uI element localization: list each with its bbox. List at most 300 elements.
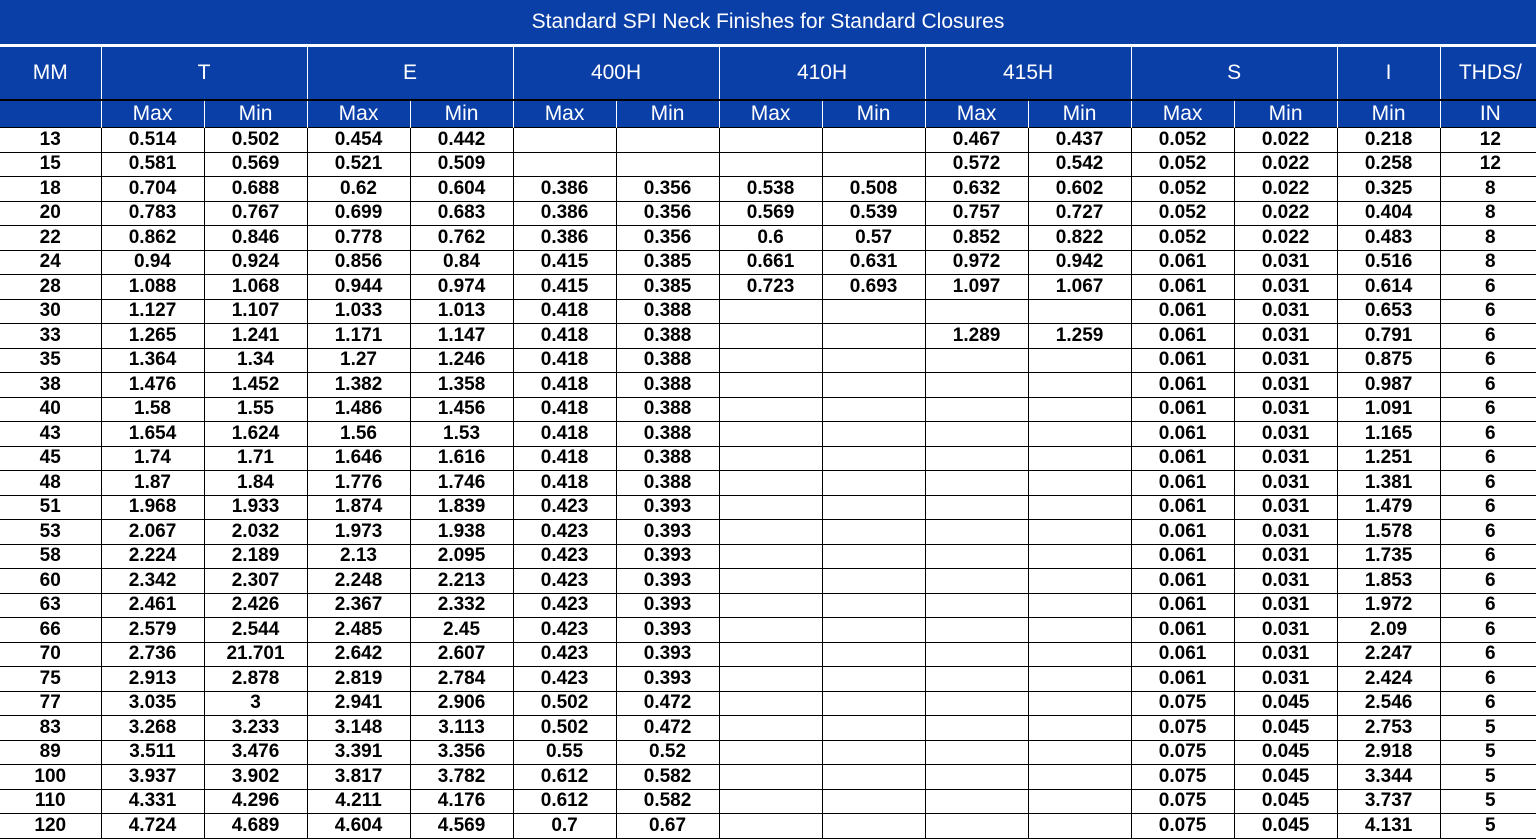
table-cell: 2.544: [204, 618, 307, 643]
table-cell: 6: [1440, 299, 1536, 324]
table-cell: 6: [1440, 593, 1536, 618]
table-cell: [719, 520, 822, 545]
table-cell: 0.572: [925, 152, 1028, 177]
table-cell: 1.476: [101, 373, 204, 398]
table-cell: 0.472: [616, 691, 719, 716]
table-cell: 0.052: [1131, 177, 1234, 202]
table-cell: 2.247: [1337, 642, 1440, 667]
table-cell: 0.052: [1131, 128, 1234, 153]
table-cell: 0.683: [410, 201, 513, 226]
table-cell: 0.423: [513, 618, 616, 643]
sub-header-cell: Max: [513, 100, 616, 128]
table-cell: 2.13: [307, 544, 410, 569]
table-cell: 6: [1440, 667, 1536, 692]
table-cell: 0.582: [616, 789, 719, 814]
table-cell: 2.45: [410, 618, 513, 643]
table-cell: [925, 814, 1028, 839]
table-cell: [822, 471, 925, 496]
table-cell: 2.878: [204, 667, 307, 692]
table-cell: 0.723: [719, 275, 822, 300]
table-cell: 0.84: [410, 250, 513, 275]
table-cell: [719, 691, 822, 716]
table-cell: 0.393: [616, 544, 719, 569]
table-cell: 0.972: [925, 250, 1028, 275]
table-cell: 8: [1440, 226, 1536, 251]
table-cell: 4.604: [307, 814, 410, 839]
table-row: [0, 618, 1536, 643]
table-cell: [719, 299, 822, 324]
table-cell: [719, 544, 822, 569]
table-cell: [719, 128, 822, 153]
table-cell: 0.614: [1337, 275, 1440, 300]
table-cell: 2.906: [410, 691, 513, 716]
table-cell: 1.853: [1337, 569, 1440, 594]
table-cell: 0.393: [616, 618, 719, 643]
table-cell: [822, 740, 925, 765]
table-cell: [719, 765, 822, 790]
table-cell: 1.616: [410, 446, 513, 471]
sub-header-cell: Max: [307, 100, 410, 128]
table-cell: 2.189: [204, 544, 307, 569]
table-cell: [822, 642, 925, 667]
table-cell: 1.84: [204, 471, 307, 496]
table-cell: 5: [1440, 740, 1536, 765]
table-cell: 0.762: [410, 226, 513, 251]
table-cell: 3.344: [1337, 765, 1440, 790]
table-cell: 0.944: [307, 275, 410, 300]
table-cell: [822, 716, 925, 741]
table-cell: 6: [1440, 618, 1536, 643]
table-cell: 5: [1440, 814, 1536, 839]
row-mm-cell: 28: [0, 275, 101, 300]
table-cell: [925, 471, 1028, 496]
table-cell: 1.479: [1337, 495, 1440, 520]
table-cell: 1.58: [101, 397, 204, 422]
table-cell: 2.461: [101, 593, 204, 618]
table-cell: 1.241: [204, 324, 307, 349]
table-cell: 1.171: [307, 324, 410, 349]
table-cell: 4.331: [101, 789, 204, 814]
table-cell: [719, 324, 822, 349]
table-cell: 0.388: [616, 324, 719, 349]
row-mm-cell: 75: [0, 667, 101, 692]
table-row: [0, 789, 1536, 814]
table-cell: 0.502: [204, 128, 307, 153]
table-cell: 1.127: [101, 299, 204, 324]
table-cell: 0.418: [513, 348, 616, 373]
table-cell: [719, 642, 822, 667]
table-cell: 1.246: [410, 348, 513, 373]
table-cell: 1.088: [101, 275, 204, 300]
table-cell: 1.456: [410, 397, 513, 422]
table-cell: 1.646: [307, 446, 410, 471]
table-cell: [925, 373, 1028, 398]
table-cell: 0.386: [513, 177, 616, 202]
table-cell: 5: [1440, 765, 1536, 790]
table-cell: 0.521: [307, 152, 410, 177]
table-cell: 0.045: [1234, 691, 1337, 716]
table-cell: 6: [1440, 544, 1536, 569]
table-cell: 1.165: [1337, 422, 1440, 447]
row-mm-cell: 22: [0, 226, 101, 251]
table-cell: [1028, 520, 1131, 545]
row-mm-cell: 48: [0, 471, 101, 496]
table-cell: 4.569: [410, 814, 513, 839]
table-cell: 6: [1440, 397, 1536, 422]
table-cell: 0.061: [1131, 348, 1234, 373]
row-mm-cell: 45: [0, 446, 101, 471]
table-cell: 1.735: [1337, 544, 1440, 569]
table-cell: 0.57: [822, 226, 925, 251]
table-cell: 1.382: [307, 373, 410, 398]
table-cell: 2.918: [1337, 740, 1440, 765]
table-cell: [822, 691, 925, 716]
table-cell: 6: [1440, 373, 1536, 398]
table-cell: 1.56: [307, 422, 410, 447]
table-cell: 0.052: [1131, 152, 1234, 177]
table-cell: 0.061: [1131, 446, 1234, 471]
header-e: E: [307, 46, 513, 101]
table-cell: 2.642: [307, 642, 410, 667]
table-cell: 0.031: [1234, 275, 1337, 300]
table-cell: [925, 520, 1028, 545]
table-cell: 0.791: [1337, 324, 1440, 349]
table-cell: 0.653: [1337, 299, 1440, 324]
table-cell: [719, 618, 822, 643]
table-cell: 1.013: [410, 299, 513, 324]
table-cell: [925, 544, 1028, 569]
table-cell: 3.035: [101, 691, 204, 716]
table-cell: 0.031: [1234, 618, 1337, 643]
table-cell: 3.937: [101, 765, 204, 790]
table-row: [0, 348, 1536, 373]
table-cell: [513, 152, 616, 177]
table-cell: [719, 667, 822, 692]
table-cell: 2.248: [307, 569, 410, 594]
table-cell: 5: [1440, 716, 1536, 741]
table-cell: 0.031: [1234, 250, 1337, 275]
table-cell: 0.031: [1234, 299, 1337, 324]
table-row: [0, 569, 1536, 594]
table-cell: 0.031: [1234, 642, 1337, 667]
table-cell: [719, 740, 822, 765]
table-cell: [616, 152, 719, 177]
table-cell: 3.356: [410, 740, 513, 765]
table-cell: 0.437: [1028, 128, 1131, 153]
table-cell: 21.701: [204, 642, 307, 667]
table-cell: [822, 814, 925, 839]
table-cell: 0.418: [513, 446, 616, 471]
table-cell: 0.356: [616, 226, 719, 251]
table-cell: [822, 495, 925, 520]
table-cell: 0.388: [616, 348, 719, 373]
table-cell: 1.067: [1028, 275, 1131, 300]
table-cell: 1.53: [410, 422, 513, 447]
table-cell: 6: [1440, 520, 1536, 545]
table-cell: 1.486: [307, 397, 410, 422]
table-cell: [822, 544, 925, 569]
table-cell: [1028, 569, 1131, 594]
table-cell: 0.388: [616, 471, 719, 496]
table-cell: 1.107: [204, 299, 307, 324]
table-cell: 4.689: [204, 814, 307, 839]
table-cell: 0.393: [616, 520, 719, 545]
table-cell: 0.418: [513, 324, 616, 349]
row-mm-cell: 66: [0, 618, 101, 643]
row-mm-cell: 100: [0, 765, 101, 790]
table-cell: 4.176: [410, 789, 513, 814]
table-cell: [719, 152, 822, 177]
table-cell: 0.218: [1337, 128, 1440, 153]
table-cell: 0.539: [822, 201, 925, 226]
table-cell: 0.388: [616, 446, 719, 471]
table-title: Standard SPI Neck Finishes for Standard Closures: [0, 0, 1536, 44]
row-mm-cell: 83: [0, 716, 101, 741]
table-cell: 0.604: [410, 177, 513, 202]
table-cell: 3.782: [410, 765, 513, 790]
table-cell: 0.454: [307, 128, 410, 153]
table-cell: [925, 299, 1028, 324]
table-row: [0, 275, 1536, 300]
table-row: [0, 716, 1536, 741]
table-cell: 1.289: [925, 324, 1028, 349]
table-cell: 0.031: [1234, 471, 1337, 496]
table-cell: [719, 716, 822, 741]
table-cell: 0.061: [1131, 667, 1234, 692]
row-mm-cell: 110: [0, 789, 101, 814]
table-row: [0, 152, 1536, 177]
column-group-header-row: [0, 46, 1536, 101]
table-cell: 1.654: [101, 422, 204, 447]
table-cell: 2.579: [101, 618, 204, 643]
header-410h: 410H: [719, 46, 925, 101]
header-400h: 400H: [513, 46, 719, 101]
table-cell: 2.485: [307, 618, 410, 643]
table-row: [0, 471, 1536, 496]
table-cell: 6: [1440, 446, 1536, 471]
table-cell: 0.423: [513, 569, 616, 594]
row-mm-cell: 18: [0, 177, 101, 202]
table-cell: 0.045: [1234, 814, 1337, 839]
table-cell: [925, 716, 1028, 741]
row-mm-cell: 70: [0, 642, 101, 667]
table-cell: [1028, 691, 1131, 716]
table-cell: 0.393: [616, 569, 719, 594]
table-cell: 0.862: [101, 226, 204, 251]
table-cell: 0.061: [1131, 642, 1234, 667]
table-cell: 8: [1440, 177, 1536, 202]
table-cell: 3: [204, 691, 307, 716]
table-cell: 0.661: [719, 250, 822, 275]
table-cell: 3.511: [101, 740, 204, 765]
table-cell: [925, 569, 1028, 594]
table-cell: [719, 569, 822, 594]
table-cell: 0.423: [513, 667, 616, 692]
table-cell: 6: [1440, 324, 1536, 349]
table-cell: 0.418: [513, 373, 616, 398]
table-cell: 0.602: [1028, 177, 1131, 202]
table-cell: 2.332: [410, 593, 513, 618]
table-cell: 0.514: [101, 128, 204, 153]
sub-header-cell: [0, 100, 101, 128]
table-cell: 0.423: [513, 642, 616, 667]
table-cell: 1.624: [204, 422, 307, 447]
table-cell: 0.508: [822, 177, 925, 202]
table-cell: 0.061: [1131, 275, 1234, 300]
row-mm-cell: 43: [0, 422, 101, 447]
table-cell: 5: [1440, 789, 1536, 814]
table-cell: 0.075: [1131, 814, 1234, 839]
table-row: [0, 642, 1536, 667]
table-cell: 1.097: [925, 275, 1028, 300]
table-cell: 1.251: [1337, 446, 1440, 471]
table-cell: 0.386: [513, 226, 616, 251]
row-mm-cell: 15: [0, 152, 101, 177]
sub-header-cell: Min: [1028, 100, 1131, 128]
table-row: [0, 667, 1536, 692]
table-cell: 2.941: [307, 691, 410, 716]
table-cell: 0.778: [307, 226, 410, 251]
table-cell: 0.031: [1234, 544, 1337, 569]
table-cell: [719, 446, 822, 471]
table-cell: [822, 397, 925, 422]
table-cell: [925, 740, 1028, 765]
table-cell: 4.131: [1337, 814, 1440, 839]
table-cell: 1.452: [204, 373, 307, 398]
table-cell: [719, 471, 822, 496]
table-row: [0, 446, 1536, 471]
sub-header-cell: Min: [204, 100, 307, 128]
sub-header-cell: Max: [719, 100, 822, 128]
spi-neck-finish-table: [0, 44, 1536, 839]
table-cell: 0.55: [513, 740, 616, 765]
table-cell: 0.061: [1131, 250, 1234, 275]
table-cell: 0.388: [616, 373, 719, 398]
table-cell: 0.061: [1131, 569, 1234, 594]
table-cell: 0.581: [101, 152, 204, 177]
table-cell: 2.607: [410, 642, 513, 667]
table-cell: 0.404: [1337, 201, 1440, 226]
table-cell: [719, 593, 822, 618]
table-cell: 0.031: [1234, 593, 1337, 618]
table-cell: [1028, 446, 1131, 471]
table-cell: 0.693: [822, 275, 925, 300]
table-cell: 2.09: [1337, 618, 1440, 643]
table-cell: 0.924: [204, 250, 307, 275]
table-cell: 0.688: [204, 177, 307, 202]
table-cell: 0.258: [1337, 152, 1440, 177]
table-cell: [1028, 789, 1131, 814]
table-cell: 0.423: [513, 544, 616, 569]
table-cell: [925, 446, 1028, 471]
table-cell: 0.423: [513, 495, 616, 520]
row-mm-cell: 77: [0, 691, 101, 716]
table-cell: 0.031: [1234, 422, 1337, 447]
table-cell: 0.783: [101, 201, 204, 226]
table-cell: 0.875: [1337, 348, 1440, 373]
table-cell: 0.075: [1131, 789, 1234, 814]
table-cell: 0.075: [1131, 691, 1234, 716]
table-cell: 0.325: [1337, 177, 1440, 202]
table-cell: 6: [1440, 495, 1536, 520]
table-cell: 0.061: [1131, 471, 1234, 496]
table-cell: 0.031: [1234, 569, 1337, 594]
sub-header-cell: Min: [1234, 100, 1337, 128]
table-row: [0, 250, 1536, 275]
table-cell: 1.259: [1028, 324, 1131, 349]
table-cell: 0.704: [101, 177, 204, 202]
table-cell: 1.265: [101, 324, 204, 349]
table-cell: 1.147: [410, 324, 513, 349]
table-cell: 3.148: [307, 716, 410, 741]
table-cell: 0.061: [1131, 324, 1234, 349]
table-cell: 1.839: [410, 495, 513, 520]
table-cell: 2.546: [1337, 691, 1440, 716]
row-mm-cell: 53: [0, 520, 101, 545]
table-cell: [719, 814, 822, 839]
table-cell: [616, 128, 719, 153]
table-cell: 1.55: [204, 397, 307, 422]
table-cell: 0.388: [616, 422, 719, 447]
table-cell: [925, 397, 1028, 422]
table-cell: 1.381: [1337, 471, 1440, 496]
table-row: [0, 520, 1536, 545]
table-row: [0, 422, 1536, 447]
sub-header-cell: Max: [925, 100, 1028, 128]
row-mm-cell: 38: [0, 373, 101, 398]
table-cell: 0.045: [1234, 740, 1337, 765]
table-cell: [1028, 593, 1131, 618]
table-cell: 0.022: [1234, 226, 1337, 251]
table-cell: 0.022: [1234, 128, 1337, 153]
table-cell: [925, 593, 1028, 618]
table-cell: 1.068: [204, 275, 307, 300]
table-cell: 0.031: [1234, 324, 1337, 349]
table-cell: [1028, 348, 1131, 373]
table-cell: [822, 520, 925, 545]
table-cell: 3.113: [410, 716, 513, 741]
table-cell: [925, 495, 1028, 520]
table-cell: 0.472: [616, 716, 719, 741]
header-thds: THDS/: [1440, 46, 1536, 101]
table-cell: 0.569: [719, 201, 822, 226]
table-cell: 3.391: [307, 740, 410, 765]
table-cell: 1.578: [1337, 520, 1440, 545]
table-cell: 0.442: [410, 128, 513, 153]
table-cell: [513, 128, 616, 153]
table-cell: 0.757: [925, 201, 1028, 226]
table-cell: [925, 348, 1028, 373]
table-cell: 0.423: [513, 520, 616, 545]
table-cell: 6: [1440, 642, 1536, 667]
table-cell: 6: [1440, 275, 1536, 300]
table-cell: 0.393: [616, 593, 719, 618]
table-cell: 0.67: [616, 814, 719, 839]
table-row: [0, 201, 1536, 226]
table-cell: 0.415: [513, 275, 616, 300]
table-cell: 6: [1440, 691, 1536, 716]
table-cell: [925, 667, 1028, 692]
table-cell: 0.356: [616, 201, 719, 226]
table-cell: [719, 422, 822, 447]
table-cell: 0.393: [616, 642, 719, 667]
table-cell: [1028, 471, 1131, 496]
table-cell: [822, 299, 925, 324]
table-cell: 1.358: [410, 373, 513, 398]
sub-header-cell: Max: [101, 100, 204, 128]
table-row: [0, 814, 1536, 839]
table-cell: 8: [1440, 201, 1536, 226]
